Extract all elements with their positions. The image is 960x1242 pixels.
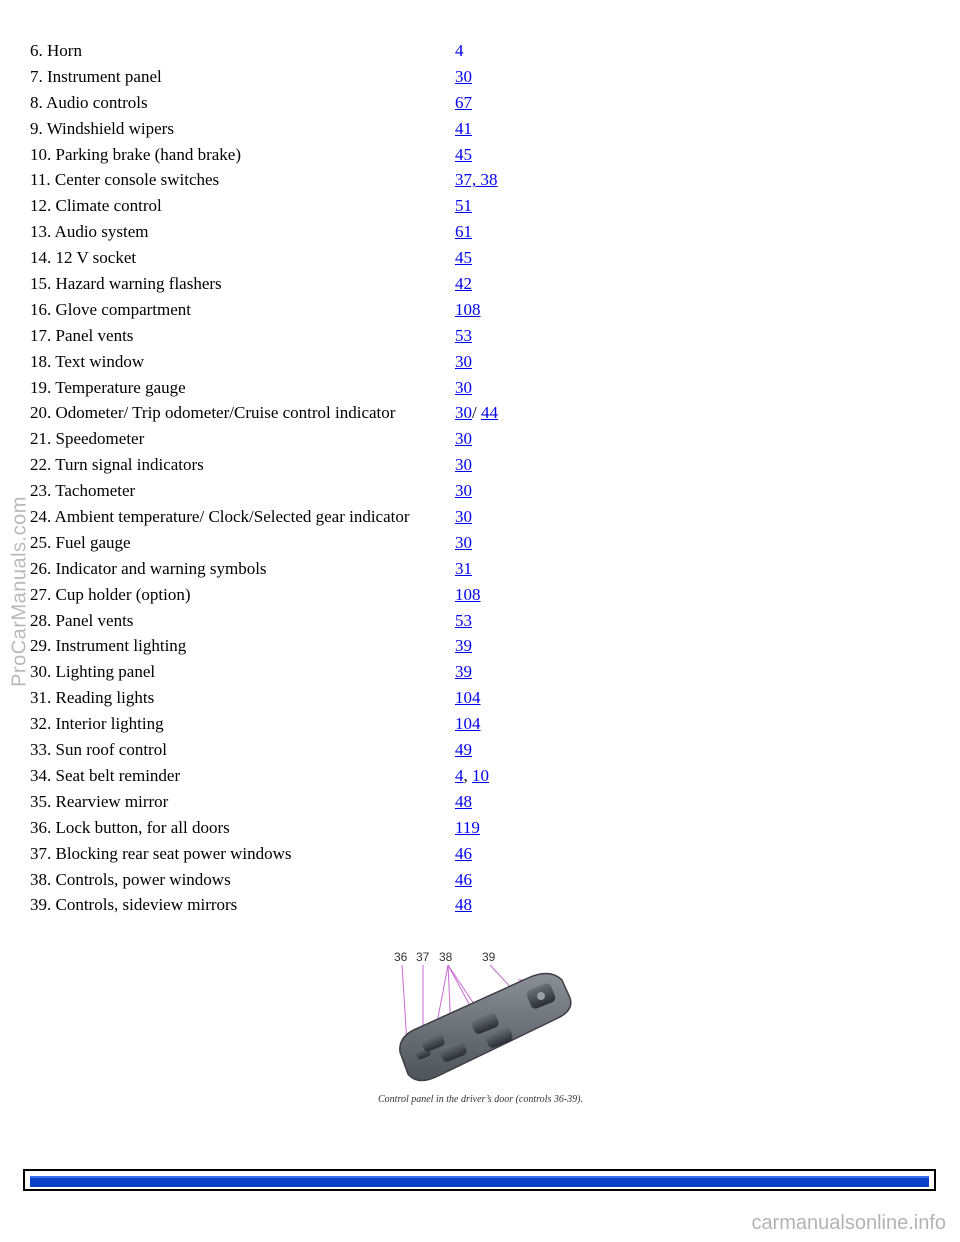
page-references (455, 245, 472, 271)
page-link[interactable]: 44 (480, 403, 498, 423)
page-references (455, 297, 481, 323)
page-link[interactable]: 39 (455, 662, 472, 682)
door-control-panel-figure (378, 940, 602, 1090)
index-label: 9. Windshield wipers (30, 118, 174, 138)
page-link[interactable]: 108 (455, 584, 481, 604)
page-references (455, 38, 464, 64)
page-references (455, 426, 472, 452)
page-references (455, 763, 489, 789)
page-references (455, 478, 472, 504)
index-label: 36. Lock button, for all doors (30, 817, 230, 837)
index-label: 22. Turn signal indicators (30, 455, 204, 475)
page-references (455, 400, 498, 426)
index-label: 10. Parking brake (hand brake) (30, 144, 242, 164)
page-references (455, 659, 472, 685)
page-references (455, 452, 472, 478)
page-link[interactable]: 41 (455, 118, 472, 138)
callout-36: 36 (394, 950, 408, 964)
page-references (455, 167, 498, 193)
page-references (455, 219, 472, 245)
index-label: 33. Sun roof control (30, 740, 167, 760)
page-link[interactable]: 46 (455, 869, 472, 889)
page-references (455, 608, 472, 634)
page-references (455, 530, 472, 556)
page-references (455, 323, 472, 349)
index-label: 38. Controls, power windows (30, 869, 231, 889)
index-label: 24. Ambient temperature/ Clock/Selected gear indicator (30, 507, 410, 527)
page-link[interactable]: 4 (455, 765, 464, 785)
page-link[interactable]: 30 (455, 481, 472, 501)
index-label: 7. Instrument panel (30, 66, 162, 86)
page-link[interactable]: 39 (455, 636, 472, 656)
index-label: 28. Panel vents (30, 610, 134, 630)
page-link[interactable]: 30 (455, 377, 472, 397)
page-references (455, 90, 472, 116)
page-link[interactable]: 30 (455, 403, 472, 423)
page-link[interactable]: 30 (455, 429, 472, 449)
page-references (455, 64, 472, 90)
index-label: 17. Panel vents (30, 325, 134, 345)
footer-watermark: carmanualsonline.info (751, 1212, 946, 1234)
page-references (455, 892, 472, 918)
page-link[interactable]: 42 (455, 274, 472, 294)
index-label: 11. Center console switches (30, 170, 220, 190)
page-references (455, 815, 480, 841)
page-references (455, 116, 472, 142)
callout-38: 38 (439, 950, 453, 964)
page-references (455, 841, 472, 867)
index-label: 20. Odometer/ Trip odometer/Cruise control indicator (30, 403, 396, 423)
page-link[interactable]: 53 (455, 325, 472, 345)
page-link[interactable]: 46 (455, 843, 472, 863)
page-references (455, 789, 472, 815)
page-link[interactable]: 31 (455, 558, 472, 578)
page-link[interactable]: 30 (455, 532, 472, 552)
page-link[interactable]: 48 (455, 895, 472, 915)
index-label: 35. Rearview mirror (30, 791, 169, 811)
page-link[interactable]: 108 (455, 299, 481, 319)
navigation-bar-fill (30, 1176, 929, 1187)
page-references (455, 711, 481, 737)
index-label: 27. Cup holder (option) (30, 584, 191, 604)
page-link[interactable]: 37, 38 (455, 170, 498, 190)
page-link[interactable]: 45 (455, 248, 472, 268)
page-link[interactable]: 67 (455, 92, 472, 112)
index-label: 15. Hazard warning flashers (30, 274, 222, 294)
index-label: 23. Tachometer (30, 481, 136, 501)
page-references (455, 504, 472, 530)
page-link[interactable]: 30 (455, 351, 472, 371)
page-link[interactable]: 49 (455, 740, 472, 760)
index-label: 25. Fuel gauge (30, 532, 131, 552)
page-separator: , (463, 765, 472, 785)
page-link[interactable]: 51 (455, 196, 472, 216)
page-references (455, 271, 472, 297)
callout-37: 37 (416, 950, 430, 964)
navigation-bar[interactable] (23, 1169, 936, 1191)
index-label: 16. Glove compartment (30, 299, 191, 319)
page-link[interactable]: 4 (455, 41, 464, 60)
index-label: 30. Lighting panel (30, 662, 156, 682)
page-references (455, 737, 472, 763)
index-label: 19. Temperature gauge (30, 377, 186, 397)
index-label: 37. Blocking rear seat power windows (30, 843, 292, 863)
index-label: 14. 12 V socket (30, 248, 137, 268)
page-link[interactable]: 61 (455, 222, 472, 242)
page-link[interactable]: 53 (455, 610, 472, 630)
index-label: 26. Indicator and warning symbols (30, 558, 267, 578)
page-link[interactable]: 30 (455, 455, 472, 475)
page-references (455, 556, 472, 582)
page-references (455, 633, 472, 659)
index-label: 31. Reading lights (30, 688, 155, 708)
page-link[interactable]: 104 (455, 688, 481, 708)
index-label: 29. Instrument lighting (30, 636, 187, 656)
index-label: 8. Audio controls (30, 92, 148, 112)
page-link[interactable]: 48 (455, 791, 472, 811)
page-link[interactable]: 10 (472, 765, 489, 785)
page-references (455, 867, 472, 893)
index-label: 39. Controls, sideview mirrors (30, 895, 238, 915)
page-link[interactable]: 104 (455, 714, 481, 734)
page-references (455, 349, 472, 375)
index-label: 6. Horn (30, 41, 82, 60)
page-separator: / (472, 403, 481, 423)
callout-39: 39 (482, 950, 496, 964)
page-link[interactable]: 30 (455, 507, 472, 527)
page-link[interactable]: 30 (455, 66, 472, 86)
index-label: 32. Interior lighting (30, 714, 164, 734)
index-label: 34. Seat belt reminder (30, 765, 181, 785)
index-label: 21. Speedometer (30, 429, 145, 449)
side-watermark: ProCarManuals.com (8, 496, 31, 687)
page-references (455, 142, 472, 168)
page-references (455, 582, 481, 608)
page-references (455, 685, 481, 711)
figure-caption: Control panel in the driver’s door (controls 36-39). (378, 1094, 583, 1105)
index-label: 18. Text window (30, 351, 145, 371)
index-label: 12. Climate control (30, 196, 162, 216)
index-label: 13. Audio system (30, 222, 149, 242)
page-link[interactable]: 45 (455, 144, 472, 164)
page-link[interactable]: 119 (455, 817, 480, 837)
page-references (455, 375, 472, 401)
page-references (455, 193, 472, 219)
